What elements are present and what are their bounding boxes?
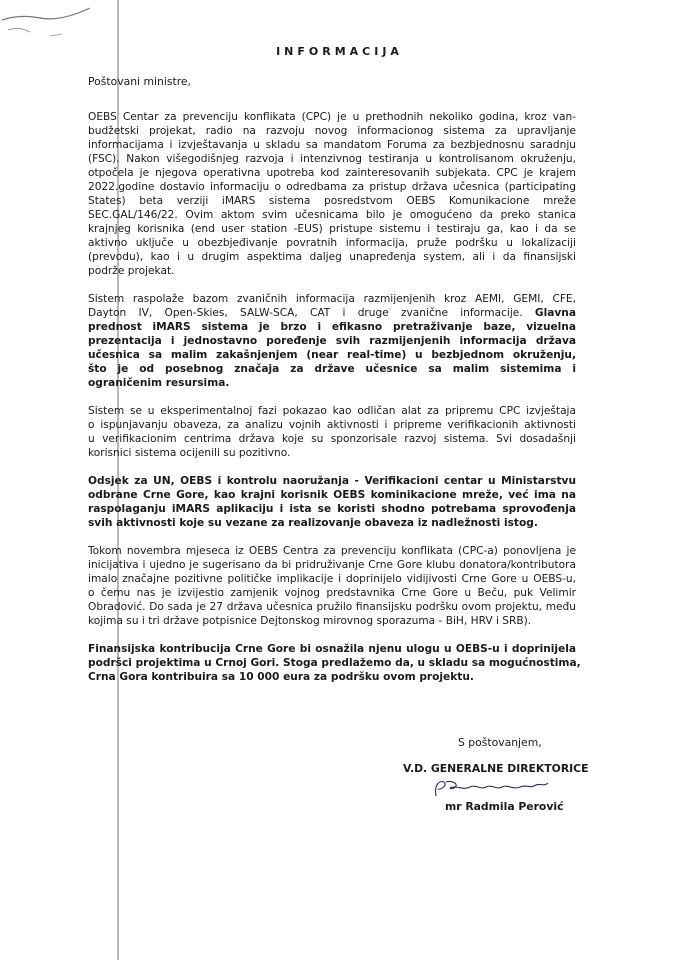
text-segment: što je od posebnog značaja za države učesnice sa malim sistemima i	[88, 363, 576, 375]
text-segment: inicijativa i ujedno je sugerisano da bi pridruživanje Crne Gore klubu donatora/kontributora	[88, 559, 576, 571]
text-segment: otpočela je njegova operativna upotreba kod zainteresovanih subjekata. CPC je krajem	[88, 167, 576, 179]
text-line	[88, 572, 576, 586]
text-segment: (FSC). Nakon višegodišnjeg razvoja i intenzivnog testiranja u kontrolisanom okruženju,	[88, 153, 576, 165]
text-segment: Obradović. Do sada je 27 država učesnica pružilo finansijsku podršku ovom projektu, među	[88, 601, 576, 613]
text-line	[88, 488, 576, 502]
text-segment: States) beta verziji iMARS sistema posredstvom OEBS Komunikacione mreže	[88, 195, 576, 207]
text-segment: raspolaganju iMARS aplikaciju i ista se koristi shodno potrebama sprovođenja	[88, 503, 576, 515]
text-line	[88, 502, 576, 516]
text-segment: Sistem se u eksperimentalnoj fazi pokazao kao odličan alat za pripremu CPC izvještaja	[88, 405, 576, 417]
document-body	[88, 110, 581, 698]
text-line	[88, 124, 576, 138]
salutation: Poštovani ministre,	[88, 75, 191, 88]
text-line	[88, 180, 576, 194]
text-segment: Finansijska kontribucija Crne Gore bi osnažila njenu ulogu u OEBS-u i doprinijela	[88, 643, 576, 655]
text-line	[88, 292, 576, 306]
text-line	[88, 558, 576, 572]
text-line	[88, 516, 576, 530]
text-line	[88, 138, 576, 152]
text-segment: kojima su i tri države potpisnice Dejtonskog mirovnog sporazuma - BiH, HRV i SRB).	[88, 615, 532, 627]
text-segment: svih aktivnosti koje su vezane za realizovanje obaveza iz nadležnosti istog.	[88, 517, 538, 529]
text-line	[88, 306, 576, 320]
text-segment: (prevodu), kao i u drugim aspektima daljeg unapređenja system, ali i da finansijski	[88, 251, 576, 263]
paragraph	[88, 404, 576, 460]
text-line	[88, 376, 576, 390]
paragraph	[88, 544, 576, 628]
paragraph	[88, 474, 576, 530]
text-segment: učesnica sa malim zakašnjenjem (near real-time) u bezbjednom okruženju,	[88, 349, 576, 361]
text-segment: aktivno uključe u obezbjeđivanje povratnih informacija, pruže podršku u lokalizaciji	[88, 237, 576, 249]
text-segment: Sistem raspolaže bazom zvaničnih informacija razmijenjenih kroz AEMI, GEMI, CFE,	[88, 293, 576, 305]
text-line	[88, 404, 576, 418]
text-segment: krajnjeg korisnika (end user station -EUS) pristupe sistemu i testiraju ga, kao i da se	[88, 223, 576, 235]
text-line	[88, 320, 576, 334]
text-line	[88, 418, 576, 432]
text-line	[88, 586, 576, 600]
text-line	[88, 208, 576, 222]
text-segment: odbrane Crne Gore, kao krajni korisnik OEBS kominikacione mreže, već ima na	[88, 489, 576, 501]
handwritten-signature	[430, 778, 560, 800]
text-line	[88, 670, 576, 684]
text-line	[88, 432, 576, 446]
text-segment: OEBS Centar za prevenciju konflikata (CPC) je u prethodnih nekoliko godina, kroz van-	[88, 111, 576, 123]
signatory-name: mr Radmila Perović	[445, 800, 564, 813]
text-segment: Crna Gora kontribuira sa 10 000 eura za podršku ovom projektu.	[88, 671, 474, 683]
text-segment: informacijama i izvještavanja u skladu sa mandatom Foruma za bezbjednosnu saradnju	[88, 139, 576, 151]
text-segment: ograničenim resursima.	[88, 377, 230, 389]
text-line	[88, 446, 576, 460]
text-segment: Glavna	[534, 307, 576, 319]
text-line	[88, 474, 576, 488]
text-segment: Tokom novembra mjeseca iz OEBS Centra za prevenciju konflikata (CPC-a) ponovljena je	[88, 545, 576, 557]
text-segment: Dayton IV, Open-Skies, SALW-SCA, CAT i druge zvanične informacije.	[88, 307, 535, 319]
text-segment: podrže projekat.	[88, 265, 175, 277]
text-line	[88, 656, 581, 670]
paragraph	[88, 292, 576, 390]
paragraph	[88, 110, 576, 278]
text-line	[88, 110, 576, 124]
text-line	[88, 236, 576, 250]
text-segment: u verifikacionim centrima država koje su sponzorisale razvoj sistema. Svi dosadašnji	[88, 433, 576, 445]
text-line	[88, 362, 576, 376]
text-segment: prednost iMARS sistema je brzo i efikasno pretraživanje baze, vizuelna	[88, 321, 576, 333]
text-line	[88, 194, 576, 208]
text-line	[88, 600, 576, 614]
text-line	[88, 264, 576, 278]
text-line	[88, 544, 576, 558]
document-title: INFORMACIJA	[276, 45, 403, 58]
signatory-role: V.D. GENERALNE DIREKTORICE	[403, 762, 589, 775]
text-line	[88, 348, 576, 362]
text-segment: SEC.GAL/146/22. Ovim aktom svim učesnicama bilo je omogućeno da preko stanica	[88, 209, 576, 221]
text-segment: korisnici sistema ocijenili su pozitivno.	[88, 447, 291, 459]
text-segment: o čemu nas je izvijestio zamjenik vojnog predstavnika Crne Gore u Beču, puk Velimir	[88, 587, 576, 599]
text-line	[88, 250, 576, 264]
text-line	[88, 222, 576, 236]
scribble-mark	[0, 0, 110, 50]
text-segment: podršci projektima u Crnoj Gori. Stoga predlažemo da, u skladu sa mogućnostima,	[88, 657, 581, 669]
text-segment: prezentacija i jednostavno poređenje svih razmijenjenih informacija država	[88, 335, 576, 347]
text-line	[88, 334, 576, 348]
text-segment: 2022.godine dostavio informaciju o odredbama za pristup država učesnica (participating	[88, 181, 576, 193]
text-segment: o ispunjavanju obaveza, za analizu vojnih aktivnosti i pripreme verifikacionih aktivnosti	[88, 419, 576, 431]
closing: S poštovanjem,	[458, 736, 542, 749]
text-segment: budžetski projekat, radio na razvoju novog informacionog sistema za upravljanje	[88, 125, 576, 137]
text-line	[88, 642, 576, 656]
text-line	[88, 152, 576, 166]
paragraph	[88, 642, 581, 684]
text-line	[88, 166, 576, 180]
text-line	[88, 614, 576, 628]
text-segment: Odsjek za UN, OEBS i kontrolu naoružanja - Verifikacioni centar u Ministarstvu	[88, 475, 576, 487]
text-segment: imalo značajne pozitivne političke implikacije i doprinijelo vidijivosti Crne Gore u OEBS-u,	[88, 573, 576, 585]
